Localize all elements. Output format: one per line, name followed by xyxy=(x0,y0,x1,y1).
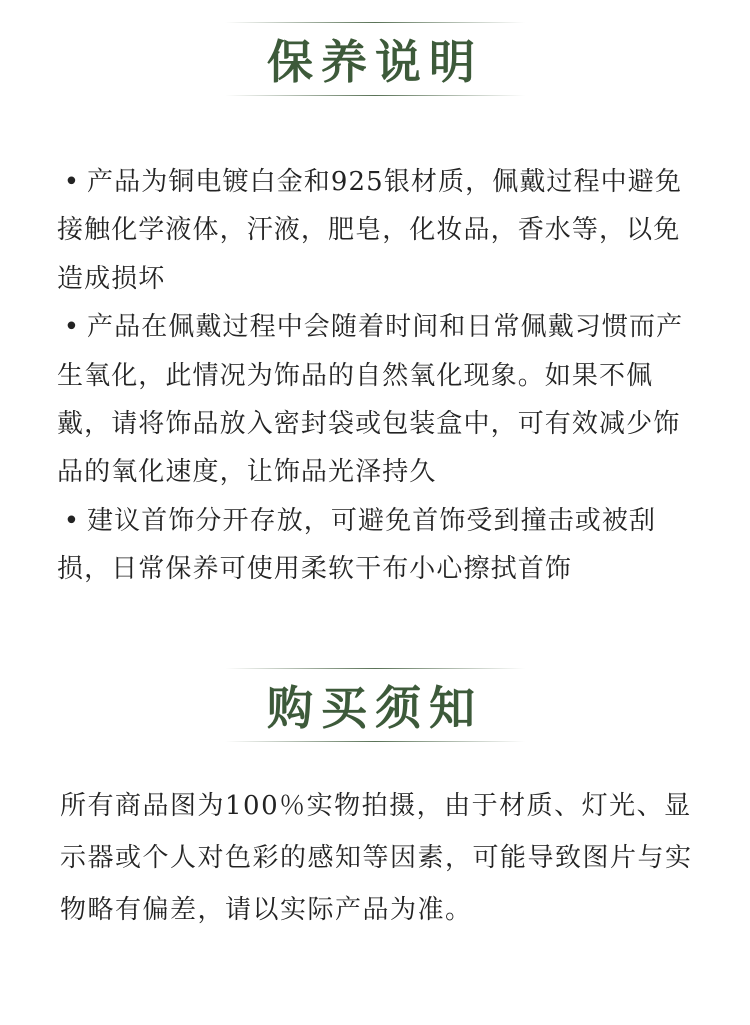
care-item-text: 产品在佩戴过程中会随着时间和日常佩戴习惯而产生氧化，此情况为饰品的自然氧化现象。如果不佩戴，请将饰品放入密封袋或包装盒中，可有效减少饰品的氧化速度，让饰品光泽持久 xyxy=(57,312,684,488)
care-item xyxy=(57,158,707,303)
bullet-icon: • xyxy=(63,312,81,343)
purchase-title-bottom-rule xyxy=(225,741,525,742)
care-title-top-rule xyxy=(225,22,525,23)
care-section-header xyxy=(0,18,750,98)
care-item xyxy=(57,303,707,497)
care-item xyxy=(57,497,707,594)
purchase-title-top-rule xyxy=(225,668,525,669)
care-instructions-list xyxy=(57,158,707,594)
care-item-text: 建议首饰分开存放，可避免首饰受到撞击或被刮损，日常保养可使用柔软干布小心擦拭首饰 xyxy=(57,505,657,585)
purchase-section-header xyxy=(0,664,750,744)
care-item-text: 产品为铜电镀白金和925银材质，佩戴过程中避免接触化学液体，汗液，肥皂，化妆品，香水等，以免造成损坏 xyxy=(57,167,682,294)
bullet-icon: • xyxy=(63,167,81,197)
bullet-icon: • xyxy=(63,505,81,536)
care-title-bottom-rule xyxy=(225,95,525,96)
purchase-notice-text: 所有商品图为100％实物拍摄，由于材质、灯光、显示器或个人对色彩的感知等因素，可能导致图片与实物略有偏差，请以实际产品为准。 xyxy=(60,791,693,925)
purchase-section-title: 购买须知 xyxy=(267,681,483,735)
care-section-title: 保养说明 xyxy=(267,35,483,89)
